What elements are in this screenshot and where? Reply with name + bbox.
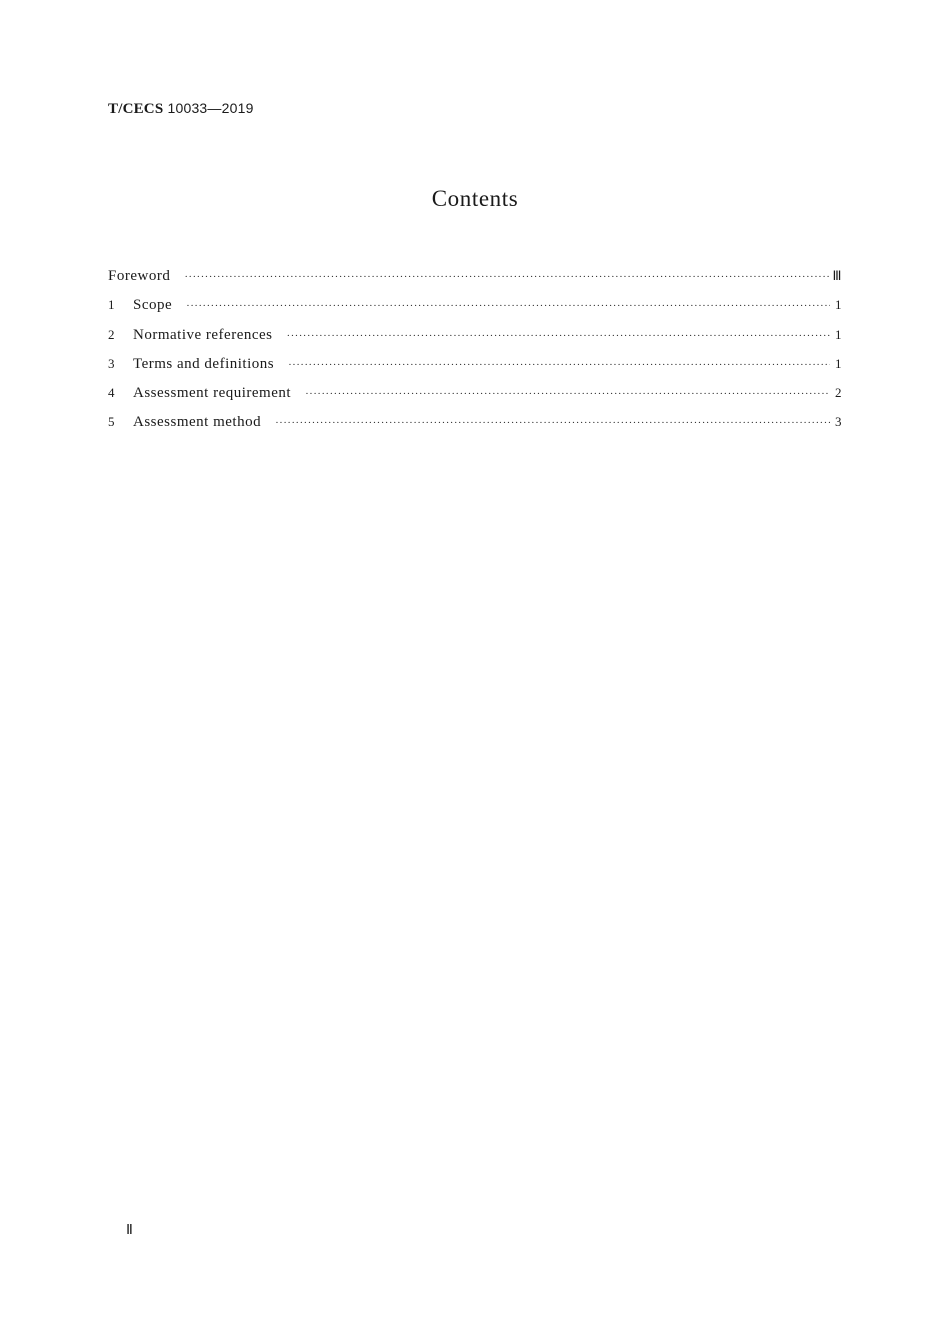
toc-entry-number: 1 [108,297,115,313]
toc-entry-label: Assessment method [133,414,262,431]
table-of-contents [108,268,842,444]
toc-dot-leader [305,388,830,400]
toc-dot-leader [275,417,830,429]
toc-entry-foreword[interactable] [108,268,842,297]
toc-entry-page: 1 [835,355,842,371]
toc-entry-label: Normative references [133,326,273,343]
toc-dot-leader [288,359,830,371]
toc-entry-label: Foreword [108,268,171,284]
standard-number: 10033—2019 [167,100,254,116]
toc-dot-leader [287,330,830,342]
toc-entry-number: 5 [108,414,115,430]
toc-entry-number: 2 [108,326,115,342]
toc-entry-page: 1 [835,326,842,342]
toc-dot-leader [186,300,830,312]
document-code [108,100,254,118]
toc-entry-assessment-method[interactable] [108,414,842,443]
page-number: Ⅱ [126,1223,133,1238]
toc-entry-page: Ⅲ [832,268,842,283]
toc-entry-page: 1 [835,297,842,313]
toc-entry-page: 2 [835,385,842,401]
toc-entry-page: 3 [835,414,842,430]
toc-entry-label: Assessment requirement [133,385,292,402]
toc-entry-label: Terms and definitions [133,355,275,372]
toc-entry-scope[interactable] [108,297,842,326]
toc-entry-assessment-requirement[interactable] [108,385,842,414]
toc-entry-terms-and-definitions[interactable] [108,356,842,385]
toc-entry-number: 3 [108,355,115,371]
toc-entry-number: 4 [108,385,115,401]
page-title: Contents [431,186,519,211]
toc-dot-leader [184,271,828,283]
standard-org: T/CECS [108,101,164,117]
toc-entry-label: Scope [133,297,173,314]
toc-entry-normative-references[interactable] [108,327,842,356]
